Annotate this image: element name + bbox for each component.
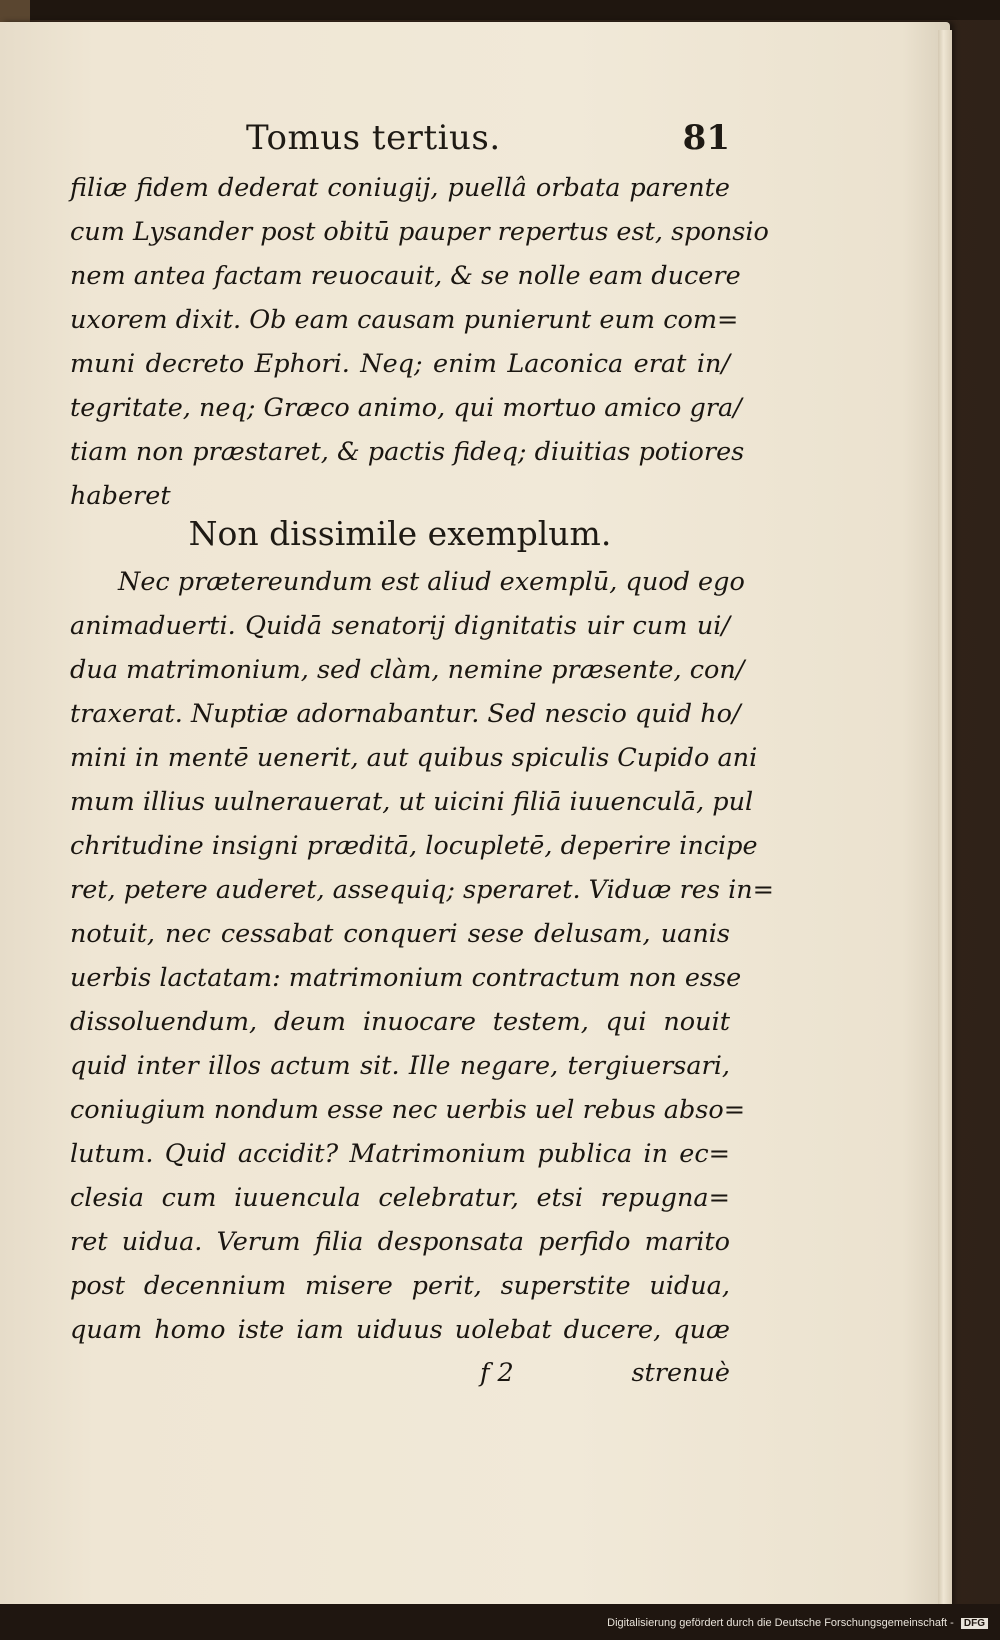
text-line: uerbis lactatam: matrimonium contractum non esse xyxy=(70,963,742,993)
dfg-logo: DFG xyxy=(961,1618,988,1629)
text-line: dua matrimonium, sed clàm, nemine præsente, con/ xyxy=(70,655,745,685)
text-line: coniugium nondum esse nec uerbis uel rebus abso= xyxy=(70,1095,746,1125)
text-line: quam homo iste iam uiduus uolebat ducere, quæ xyxy=(70,1315,730,1345)
text-line: mini in mentē uenerit, aut quibus spiculis Cupido ani xyxy=(70,743,758,773)
credit-text: Digitalisierung gefördert durch die Deutsche Forschungsgemeinschaft - xyxy=(607,1617,954,1629)
signature-mark: f 2 xyxy=(480,1358,514,1388)
text-line: nem antea factam reuocauit, & se nolle eam ducere xyxy=(70,261,741,291)
text-line: chritudine insigni præditā, locupletē, deperire incipe xyxy=(70,831,758,861)
text-line: mum illius uulnerauerat, ut uicini filiā iuuenculā, pul xyxy=(70,787,754,817)
text-line: dissoluendum, deum inuocare testem, qui nouit xyxy=(70,1007,730,1037)
page-header xyxy=(70,118,730,168)
folio-number: 81 xyxy=(682,118,730,158)
paragraph-2 xyxy=(70,560,775,1352)
section-heading: Non dissimile exemplum. xyxy=(188,514,612,553)
digitization-credit xyxy=(607,1617,988,1635)
paragraph-1 xyxy=(70,166,769,518)
text-line: muni decreto Ephori. Neq; enim Laconica erat in/ xyxy=(70,349,730,379)
text-line: tegritate, neq; Græco animo, qui mortuo amico gra/ xyxy=(70,393,742,423)
catchword: strenuè xyxy=(631,1358,730,1388)
text-line: notuit, nec cessabat conqueri sese delusam, uanis xyxy=(70,919,730,949)
text-line: tiam non præstaret, & pactis fideq; diuitias potiores xyxy=(70,437,745,467)
text-line: post decennium misere perit, superstite uidua, xyxy=(70,1271,730,1301)
page-footer xyxy=(70,1358,730,1402)
text-line: ret uidua. Verum filia desponsata perfido marito xyxy=(70,1227,730,1257)
text-line: traxerat. Nuptiæ adornabantur. Sed nescio quid ho/ xyxy=(70,699,741,729)
text-line: filiæ fidem dederat coniugij, puellâ orbata parente xyxy=(70,173,730,203)
text-line: Nec prætereundum est aliud exemplū, quod ego xyxy=(118,567,745,597)
text-line: clesia cum iuuencula celebratur, etsi repugna= xyxy=(70,1183,730,1213)
text-line: animaduerti. Quidā senatorij dignitatis uir cum ui/ xyxy=(70,611,730,641)
text-line: cum Lysander post obitū pauper repertus est, sponsio xyxy=(70,217,769,247)
text-line: haberet xyxy=(70,481,171,511)
text-line: uxorem dixit. Ob eam causam punierunt eum com= xyxy=(70,305,739,335)
text-line: lutum. Quid accidit? Matrimonium publica in ec= xyxy=(70,1139,730,1169)
running-title: Tomus tertius. xyxy=(246,118,501,158)
page-edge xyxy=(938,30,952,1605)
top-border xyxy=(0,0,1000,20)
text-line: quid inter illos actum sit. Ille negare, tergiuersari, xyxy=(70,1051,730,1081)
text-line: ret, petere auderet, assequiq; speraret. Viduæ res in= xyxy=(70,875,775,905)
